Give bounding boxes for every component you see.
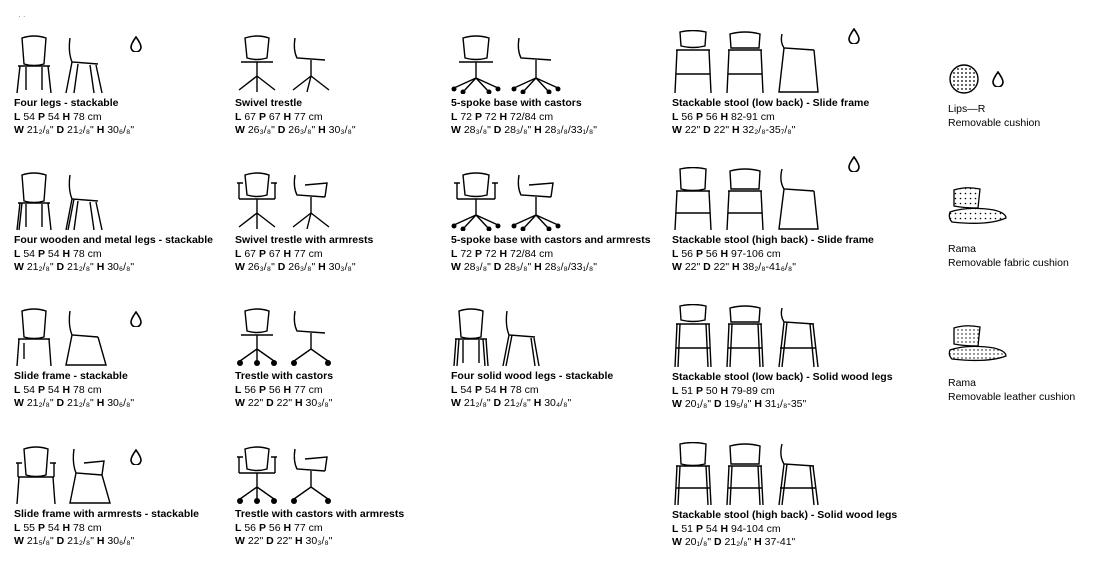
product-title: Stackable stool (low back) - Solid wood legs (672, 371, 893, 383)
metric-dimensions: L 54 P 54 H 78 cm (14, 383, 102, 396)
product-title: Swivel trestle with armrests (235, 234, 374, 246)
imperial-dimensions: W 26₃/₈" D 26₃/₈" H 30₃/₈" (235, 261, 356, 274)
chair-front-view (235, 307, 279, 367)
cushion-name: Rama (948, 243, 977, 255)
product-title: 5-spoke base with castors (451, 97, 582, 109)
stool-back-view (724, 167, 766, 231)
product-5-spoke-castors (451, 30, 597, 138)
imperial-dimensions: W 21₂/₈" D 21₂/₈" H 30₆/₈" (14, 261, 135, 274)
imperial-dimensions: W 22" D 22" H 38₂/₈-41₆/₈" (672, 261, 796, 274)
round-cushion-icon (948, 63, 980, 95)
leather-cushion-icon (948, 324, 1010, 364)
corner-mark: · · (18, 12, 26, 21)
product-5-spoke-castors-armrests (451, 167, 651, 275)
stool-side-view (776, 442, 820, 506)
stool-side-view (776, 30, 820, 94)
outdoor-drop-icon (130, 449, 142, 465)
product-four-legs (14, 30, 134, 138)
product-stool-low-slide (672, 26, 869, 138)
chair-front-view (451, 34, 501, 94)
imperial-dimensions: W 26₃/₈" D 26₃/₈" H 30₃/₈" (235, 124, 356, 137)
product-title: Swivel trestle (235, 97, 303, 109)
stool-front-view (672, 442, 714, 506)
product-slide-frame (14, 303, 134, 411)
imperial-dimensions: W 20₁/₈" D 21₂/₈" H 37-41" (672, 536, 796, 549)
chair-side-view (289, 307, 333, 367)
cushion-rama-leather (948, 324, 1075, 404)
imperial-dimensions: W 21₅/₈" D 21₂/₈" H 30₆/₈" (14, 535, 135, 548)
imperial-dimensions: W 21₂/₈" D 21₂/₈" H 30₆/₈" (14, 124, 135, 137)
metric-dimensions: L 67 P 67 H 77 cm (235, 247, 323, 260)
stool-back-view (724, 30, 766, 94)
outdoor-drop-icon (848, 28, 860, 44)
product-title: Trestle with castors (235, 370, 334, 382)
metric-dimensions: L 54 P 54 H 78 cm (14, 247, 102, 260)
product-title: Four wooden and metal legs - stackable (14, 234, 213, 246)
stool-front-view (672, 304, 714, 368)
chair-side-view (64, 307, 108, 367)
outdoor-drop-icon (992, 71, 1004, 87)
metric-dimensions: L 54 P 54 H 78 cm (451, 383, 539, 396)
product-trestle-castors-armrests (235, 441, 404, 549)
product-title: Slide frame - stackable (14, 370, 128, 382)
product-title: Slide frame with armrests - stackable (14, 508, 199, 520)
metric-dimensions: L 56 P 56 H 82-91 cm (672, 110, 775, 123)
imperial-dimensions: W 22" D 22" H 30₃/₈" (235, 397, 333, 410)
product-slide-frame-armrests (14, 441, 199, 549)
stool-side-view (776, 304, 820, 368)
outdoor-drop-icon (130, 36, 142, 52)
imperial-dimensions: W 22" D 22" H 30₃/₈" (235, 535, 333, 548)
product-title: Trestle with castors with armrests (235, 508, 405, 520)
cushion-name: Lips—R (948, 103, 986, 115)
chair-side-view (68, 445, 112, 505)
chair-side-view (511, 34, 561, 94)
metric-dimensions: L 56 P 56 H 77 cm (235, 383, 323, 396)
imperial-dimensions: W 28₃/₈" D 28₃/₈" H 28₃/₈/33₁/₈" (451, 124, 597, 137)
fabric-cushion-icon (948, 186, 1010, 228)
product-trestle-castors (235, 303, 333, 411)
product-swivel-trestle-armrests (235, 167, 373, 275)
metric-dimensions: L 55 P 54 H 78 cm (14, 521, 102, 534)
chair-front-view (14, 307, 54, 367)
metric-dimensions: L 72 P 72 H 72/84 cm (451, 247, 554, 260)
stool-back-view (724, 442, 766, 506)
metric-dimensions: L 67 P 67 H 77 cm (235, 110, 323, 123)
stool-back-view (724, 304, 766, 368)
imperial-dimensions: W 28₃/₈" D 28₃/₈" H 28₃/₈/33₁/₈" (451, 261, 597, 274)
product-wooden-metal-legs (14, 167, 213, 275)
product-stool-high-wood (672, 438, 897, 550)
outdoor-drop-icon (130, 311, 142, 327)
cushion-name: Rama (948, 377, 977, 389)
stool-side-view (776, 167, 820, 231)
product-stool-low-wood (672, 300, 893, 412)
product-four-solid-wood-legs (451, 303, 613, 411)
stool-front-view (672, 167, 714, 231)
chair-side-view (511, 171, 561, 231)
chair-side-view (289, 34, 333, 94)
product-stool-high-slide (672, 163, 874, 275)
chair-front-view (451, 171, 501, 231)
imperial-dimensions: W 20₁/₈" D 19₅/₈" H 31₁/₈-35" (672, 398, 807, 411)
chair-side-view (64, 171, 104, 231)
imperial-dimensions: W 21₂/₈" D 21₂/₈" H 30₄/₈" (451, 397, 572, 410)
chair-front-view (14, 34, 54, 94)
metric-dimensions: L 56 P 56 H 97-106 cm (672, 247, 781, 260)
cushion-description: Removable fabric cushion (948, 256, 1069, 269)
product-title: Stackable stool (high back) - Slide frame (672, 234, 874, 246)
cushion-lips-r (948, 62, 1040, 130)
cushion-rama-fabric (948, 186, 1069, 270)
imperial-dimensions: W 21₂/₈" D 21₂/₈" H 30₆/₈" (14, 397, 135, 410)
metric-dimensions: L 56 P 56 H 77 cm (235, 521, 323, 534)
chair-side-view (64, 34, 104, 94)
chair-front-view (235, 171, 279, 231)
product-title: Stackable stool (low back) - Slide frame (672, 97, 870, 109)
outdoor-drop-icon (848, 156, 860, 172)
cushion-description: Removable cushion (948, 116, 1041, 129)
cushion-description: Removable leather cushion (948, 390, 1076, 403)
chair-front-view (235, 445, 279, 505)
chair-side-view (289, 445, 333, 505)
product-title: Four solid wood legs - stackable (451, 370, 614, 382)
imperial-dimensions: W 22" D 22" H 32₂/₈-35₇/₈" (672, 124, 796, 137)
product-title: Four legs - stackable (14, 97, 119, 109)
chair-front-view (235, 34, 279, 94)
chair-side-view (501, 307, 541, 367)
chair-side-view (289, 171, 333, 231)
product-title: 5-spoke base with castors and armrests (451, 234, 651, 246)
chair-front-view (14, 171, 54, 231)
metric-dimensions: L 54 P 54 H 78 cm (14, 110, 102, 123)
stool-front-view (672, 30, 714, 94)
product-swivel-trestle (235, 30, 356, 138)
chair-front-view (451, 307, 491, 367)
metric-dimensions: L 51 P 54 H 94-104 cm (672, 522, 781, 535)
metric-dimensions: L 72 P 72 H 72/84 cm (451, 110, 554, 123)
chair-front-view (14, 445, 58, 505)
product-title: Stackable stool (high back) - Solid wood legs (672, 509, 898, 521)
metric-dimensions: L 51 P 50 H 79-89 cm (672, 384, 775, 397)
